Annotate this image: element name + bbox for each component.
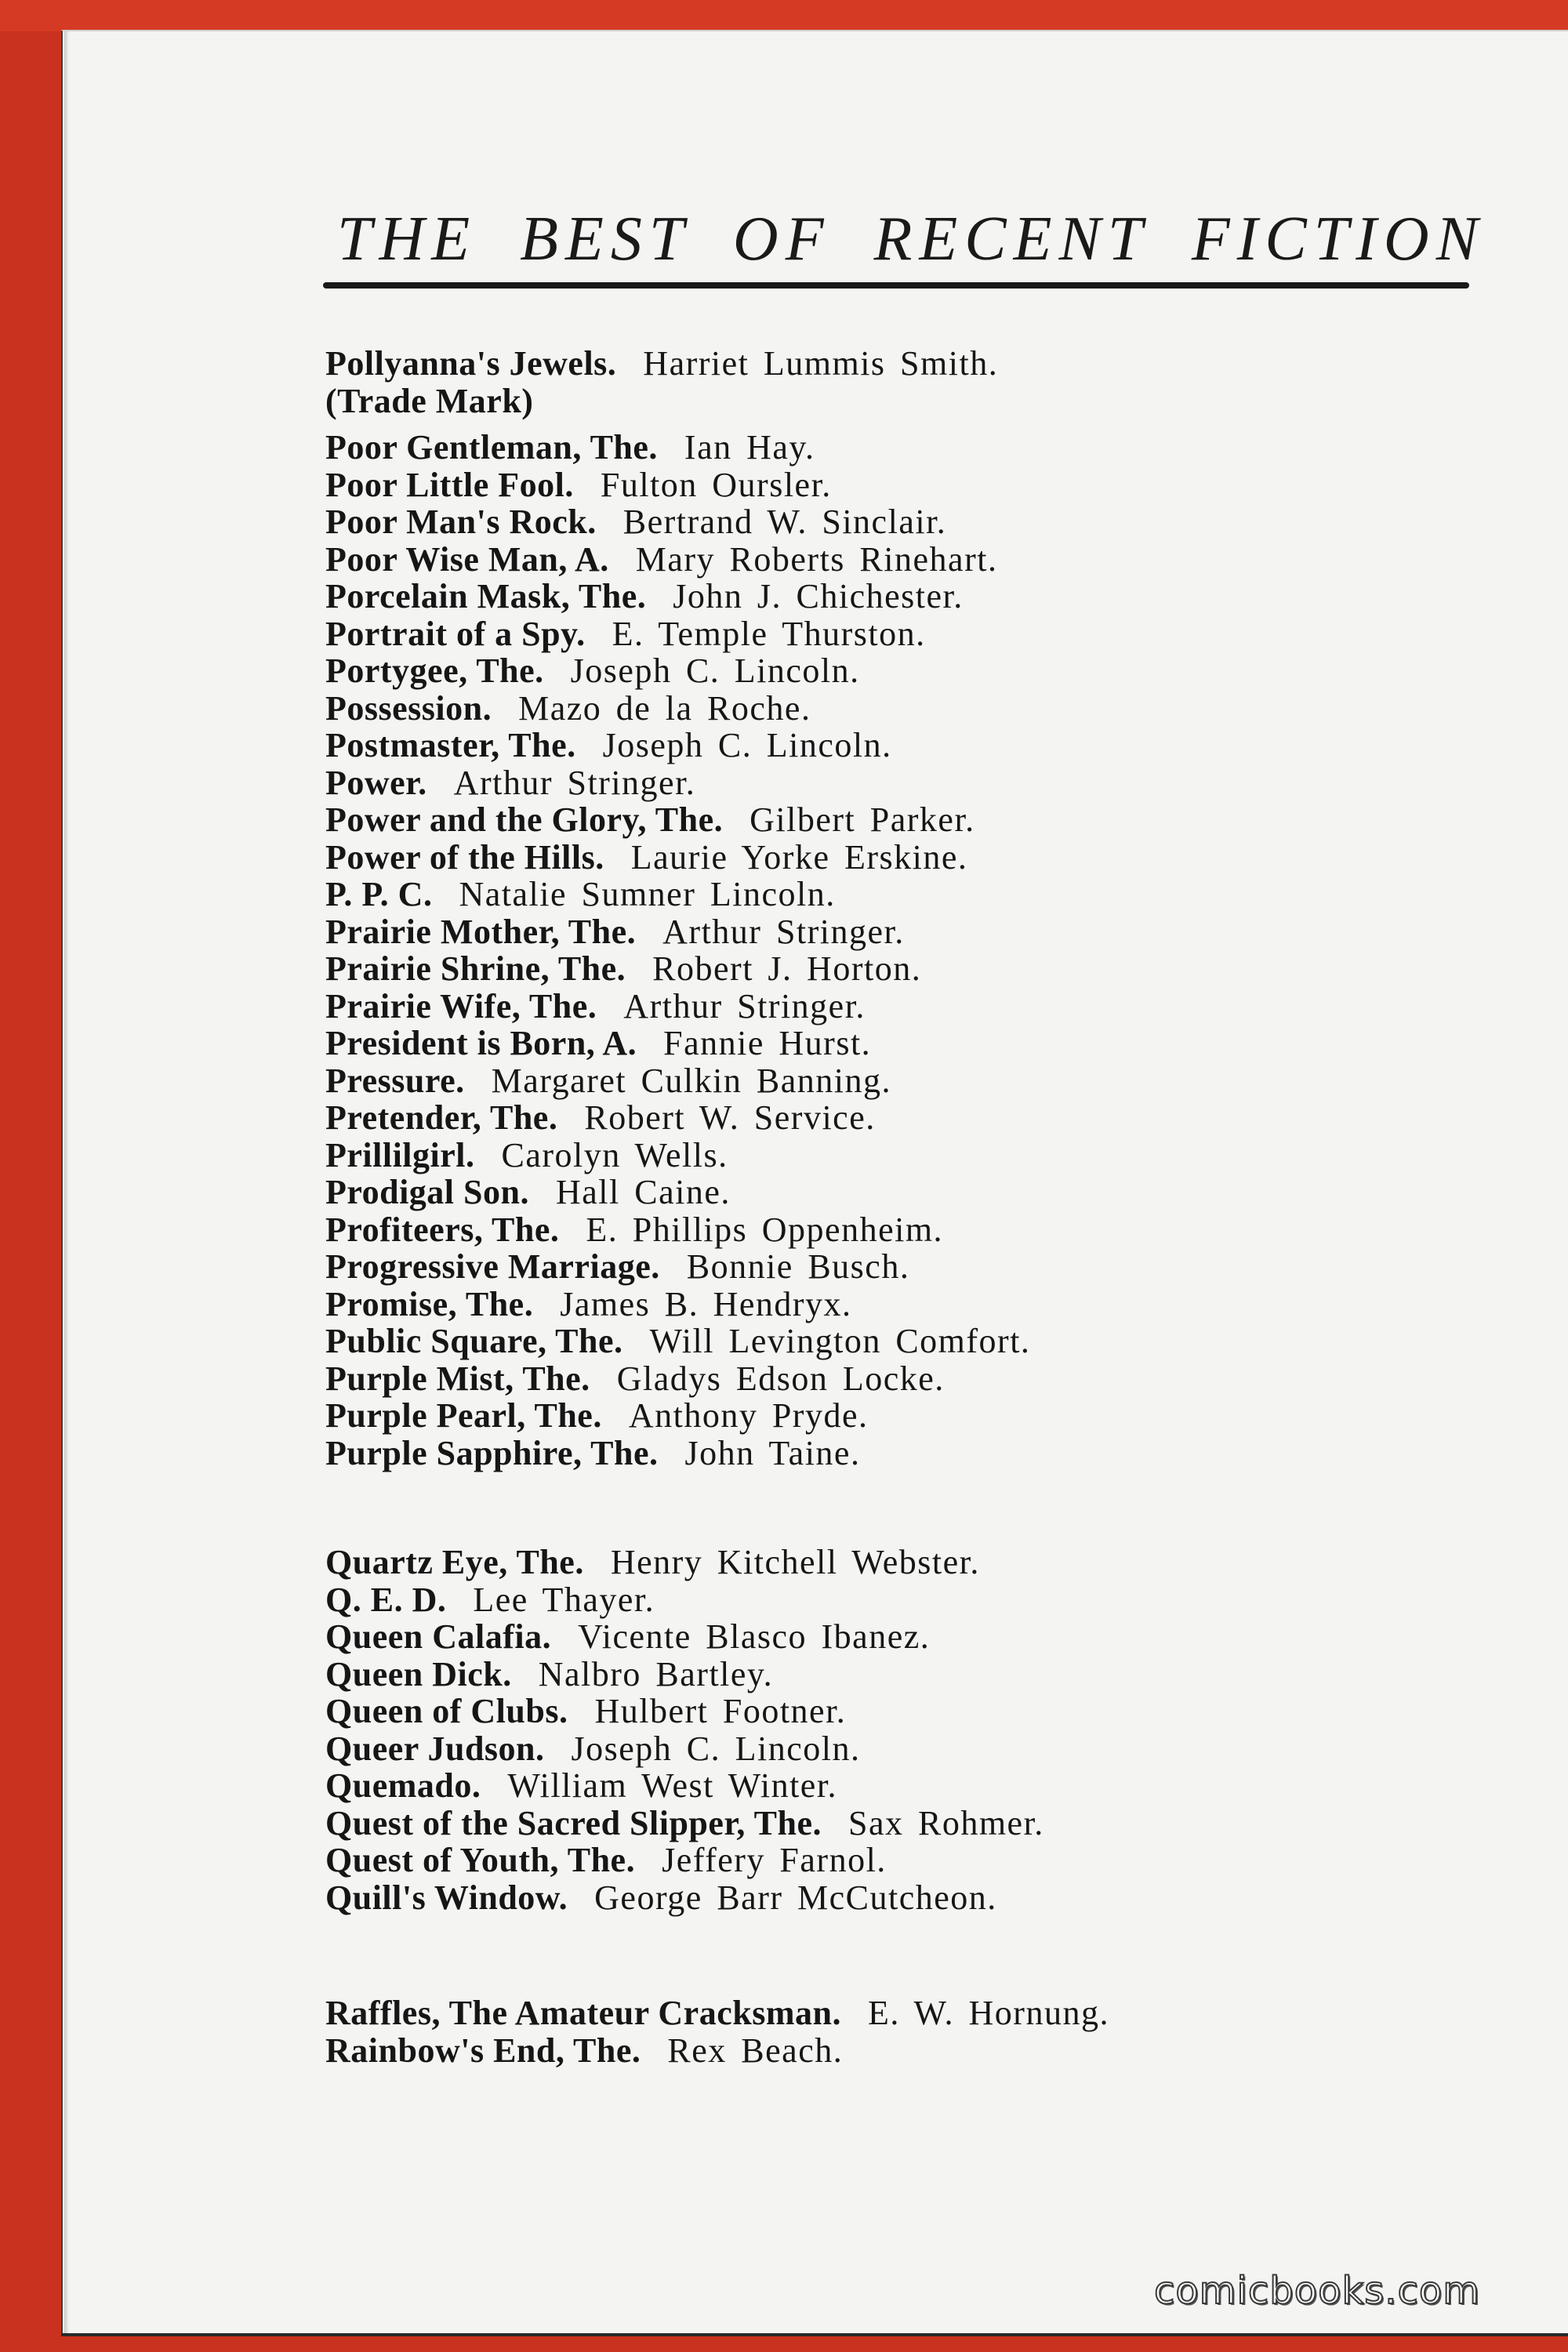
list-item: [325, 1435, 1501, 1472]
list-item: [325, 652, 1501, 690]
list-item: [325, 2032, 1501, 2070]
book-author: Henry Kitchell Webster.: [610, 1543, 980, 1581]
book-title: Promise, The.: [325, 1284, 534, 1323]
list-item: [325, 1174, 1501, 1211]
book-author: Hulbert Footner.: [594, 1692, 847, 1730]
book-title: Prairie Mother, The.: [325, 912, 637, 951]
list-item: [325, 541, 1501, 579]
book-title: Queen Calafia.: [325, 1617, 552, 1656]
page-title: THE BEST OF RECENT FICTION: [337, 205, 1486, 274]
list-item: [325, 1248, 1501, 1286]
list-item: [325, 1062, 1501, 1100]
book-title: P. P. C.: [325, 875, 433, 913]
list-item: [325, 764, 1501, 802]
book-author: Anthony Pryde.: [628, 1396, 869, 1435]
list-item: [325, 876, 1501, 913]
book-title: Pressure.: [325, 1061, 465, 1100]
list-item: [325, 345, 1501, 419]
book-title: Prairie Wife, The.: [325, 986, 597, 1025]
book-title: Purple Pearl, The.: [325, 1396, 602, 1435]
book-title: Purple Sapphire, The.: [325, 1433, 659, 1472]
book-title: Poor Gentleman, The.: [325, 428, 658, 466]
book-title: Pretender, The.: [325, 1098, 558, 1137]
list-item: [325, 1879, 1501, 1917]
book-author: Jeffery Farnol.: [662, 1841, 887, 1879]
list-block-q: [325, 1544, 1501, 1916]
book-title: Quartz Eye, The.: [325, 1543, 584, 1581]
book-title: Queen of Clubs.: [325, 1692, 568, 1730]
book-title: Queen Dick.: [325, 1654, 512, 1693]
book-author: Bertrand W. Sinclair.: [622, 503, 947, 541]
book-title: Portrait of a Spy.: [325, 614, 586, 653]
list-item: [325, 1805, 1501, 1842]
book-title: Purple Mist, The.: [325, 1359, 590, 1398]
list-item: [325, 1581, 1501, 1619]
book-title: Quemado.: [325, 1766, 481, 1805]
book-author: Laurie Yorke Erskine.: [630, 837, 968, 877]
book-author: Mazo de la Roche.: [518, 688, 811, 728]
page-gutter-shadow: [64, 31, 69, 2333]
book-author: Natalie Sumner Lincoln.: [459, 875, 836, 913]
list-item: [325, 1544, 1501, 1581]
list-item: [325, 1656, 1501, 1693]
list-item: [325, 1618, 1501, 1656]
book-author: Gilbert Parker.: [750, 800, 975, 839]
list-item: [325, 1323, 1501, 1360]
list-item: [325, 1286, 1501, 1323]
book-author: Sax Rohmer.: [848, 1803, 1044, 1842]
book-author: Hall Caine.: [555, 1173, 731, 1211]
book-author: E. Temple Thurston.: [612, 614, 926, 653]
book-title: Rainbow's End, The.: [325, 2031, 641, 2070]
list-item: [325, 1137, 1501, 1174]
book-author: James B. Hendryx.: [560, 1284, 852, 1323]
fiction-list: [325, 345, 1501, 2069]
section-gap: [325, 1472, 1501, 1544]
book-title: Raffles, The Amateur Cracksman.: [325, 1994, 841, 2032]
list-item: [325, 1025, 1501, 1062]
book-title: Power and the Glory, The.: [325, 800, 724, 839]
book-author: Lee Thayer.: [473, 1580, 655, 1619]
book-author: Rex Beach.: [667, 2031, 844, 2070]
book-author: E. W. Hornung.: [867, 1994, 1109, 2032]
list-item: [325, 950, 1501, 988]
list-block-r: [325, 1994, 1501, 2069]
page-header: [337, 196, 1486, 298]
book-author: Robert J. Horton.: [652, 949, 922, 988]
book-author: George Barr McCutcheon.: [594, 1878, 997, 1917]
list-item: [325, 1211, 1501, 1249]
list-item: [325, 801, 1501, 839]
book-author: John Taine.: [684, 1433, 861, 1472]
book-title: Prodigal Son.: [325, 1173, 529, 1211]
book-title: Porcelain Mask, The.: [325, 577, 647, 615]
list-item: [325, 1994, 1501, 2032]
book-title: Profiteers, The.: [325, 1210, 560, 1249]
list-item: [325, 839, 1501, 877]
book-title: Queer Judson.: [325, 1729, 545, 1768]
book-author: Nalbro Bartley.: [538, 1654, 774, 1693]
list-item: [325, 466, 1501, 504]
list-item: [325, 1360, 1501, 1398]
book-author: Joseph C. Lincoln.: [571, 1729, 861, 1768]
book-title: Poor Man's Rock.: [325, 503, 597, 541]
book-title: Possession.: [325, 688, 492, 728]
book-title: Quest of Youth, The.: [325, 1841, 636, 1879]
list-block-p: [325, 345, 1501, 1472]
section-gap: [325, 1916, 1501, 1994]
book-title: Poor Little Fool.: [325, 465, 574, 504]
book-title: Power of the Hills.: [325, 837, 604, 877]
book-title: Q. E. D.: [325, 1580, 447, 1619]
book-title: Pollyanna's Jewels.: [325, 344, 617, 383]
book-author: Arthur Stringer.: [453, 763, 696, 802]
book-author: Margaret Culkin Banning.: [491, 1061, 891, 1100]
book-author: Robert W. Service.: [584, 1098, 876, 1137]
book-author: Joseph C. Lincoln.: [570, 652, 860, 690]
book-author: William West Winter.: [507, 1766, 838, 1805]
list-item: [325, 578, 1501, 615]
list-item: [325, 1842, 1501, 1879]
book-title: Public Square, The.: [325, 1322, 623, 1360]
book-author: Carolyn Wells.: [501, 1135, 728, 1174]
list-item: [325, 429, 1501, 466]
book-author: Arthur Stringer.: [662, 912, 905, 951]
book-title: Poor Wise Man, A.: [325, 539, 609, 579]
list-item: [325, 988, 1501, 1025]
list-item: [325, 615, 1501, 653]
page-bottom-edge: [61, 2333, 1568, 2336]
list-item: [325, 913, 1501, 951]
book-author: Fannie Hurst.: [663, 1024, 872, 1062]
book-note: (Trade Mark): [325, 381, 534, 420]
book-author: John J. Chichester.: [673, 577, 964, 615]
book-author: Ian Hay.: [684, 428, 815, 466]
header-rule: [323, 282, 1469, 289]
book-author: Will Levington Comfort.: [649, 1322, 1031, 1360]
list-item: [325, 1099, 1501, 1137]
book-author: Gladys Edson Locke.: [616, 1359, 945, 1398]
list-item: [325, 1730, 1501, 1768]
list-item: [325, 727, 1501, 764]
book-title: Power.: [325, 763, 427, 802]
book-author: Fulton Oursler.: [600, 465, 832, 504]
list-item: [325, 690, 1501, 728]
book-author: Joseph C. Lincoln.: [602, 726, 892, 764]
book-title: Quill's Window.: [325, 1878, 568, 1917]
book-title: Progressive Marriage.: [325, 1247, 660, 1286]
cover-border-top: [0, 0, 1568, 31]
book-title: President is Born, A.: [325, 1024, 637, 1062]
book-author: Mary Roberts Rinehart.: [635, 539, 998, 579]
book-title: Portygee, The.: [325, 652, 544, 690]
book-author: Bonnie Busch.: [686, 1247, 910, 1286]
watermark-text: comicbooks.com: [1154, 2269, 1481, 2313]
list-item: [325, 1767, 1501, 1805]
book-title: Postmaster, The.: [325, 726, 576, 764]
book-author: Vicente Blasco Ibanez.: [578, 1617, 931, 1656]
book-title: Quest of the Sacred Slipper, The.: [325, 1803, 822, 1842]
book-title: Prairie Shrine, The.: [325, 949, 626, 988]
list-item: [325, 1397, 1501, 1435]
list-item: [325, 503, 1501, 541]
book-author: E. Phillips Oppenheim.: [586, 1210, 944, 1249]
book-title: Prillilgirl.: [325, 1135, 475, 1174]
book-author: Harriet Lummis Smith.: [643, 344, 999, 383]
book-author: Arthur Stringer.: [623, 986, 866, 1025]
list-item: [325, 1693, 1501, 1730]
